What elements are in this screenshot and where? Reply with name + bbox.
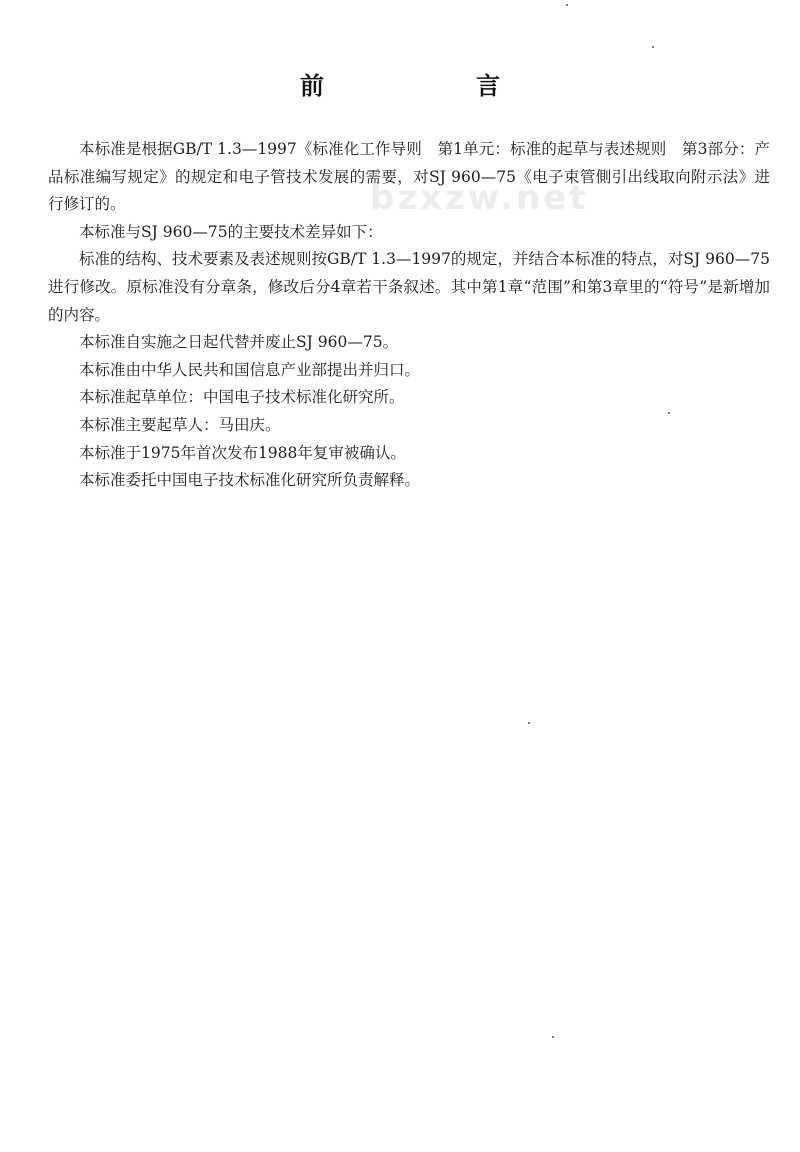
page-title: 前 言 <box>300 72 564 100</box>
paragraph-history: 本标准于1975年首次发布1988年复审被确认。 <box>79 443 406 462</box>
scan-speck <box>668 412 670 414</box>
scan-speck <box>528 722 530 724</box>
scan-speck <box>652 46 654 48</box>
scan-speck <box>566 4 568 6</box>
foreword-body <box>48 136 770 495</box>
paragraph-basis: 本标准是根据GB/T 1.3—1997《标准化工作导则 第1单元：标准的起草与表述规则 第3部分：产品标准编写规定》的规定和电子管技术发展的需要，对SJ 960—75《电子束管側引出线取向附示法》进行修订的。 <box>48 140 770 214</box>
paragraph-structure-changes: 标准的结构、技术要素及表述规则按GB/T 1.3—1997的规定，并结合本标准的特点，对SJ 960—75进行修改。原标准没有分章条，修改后分4章若干条叙述。其中第1章“范围”和第3章里的“符号”是新增加的内容。 <box>48 250 770 324</box>
paragraph-drafter: 本标准主要起草人：马田庆。 <box>79 415 281 434</box>
scan-speck <box>552 1036 554 1038</box>
watermark: bzxzw.net <box>370 178 589 218</box>
paragraph-proposer: 本标准由中华人民共和国信息产业部提出并归口。 <box>79 360 421 379</box>
paragraph-interpretation: 本标准委托中国电子技术标准化研究所负责解释。 <box>79 471 421 490</box>
paragraph-differences-intro: 本标准与SJ 960—75的主要技术差异如下： <box>79 222 383 241</box>
paragraph-replacement: 本标准自实施之日起代替并废止SJ 960—75。 <box>79 333 399 352</box>
paragraph-drafting-unit: 本标准起草单位：中国电子技术标准化研究所。 <box>79 388 405 407</box>
